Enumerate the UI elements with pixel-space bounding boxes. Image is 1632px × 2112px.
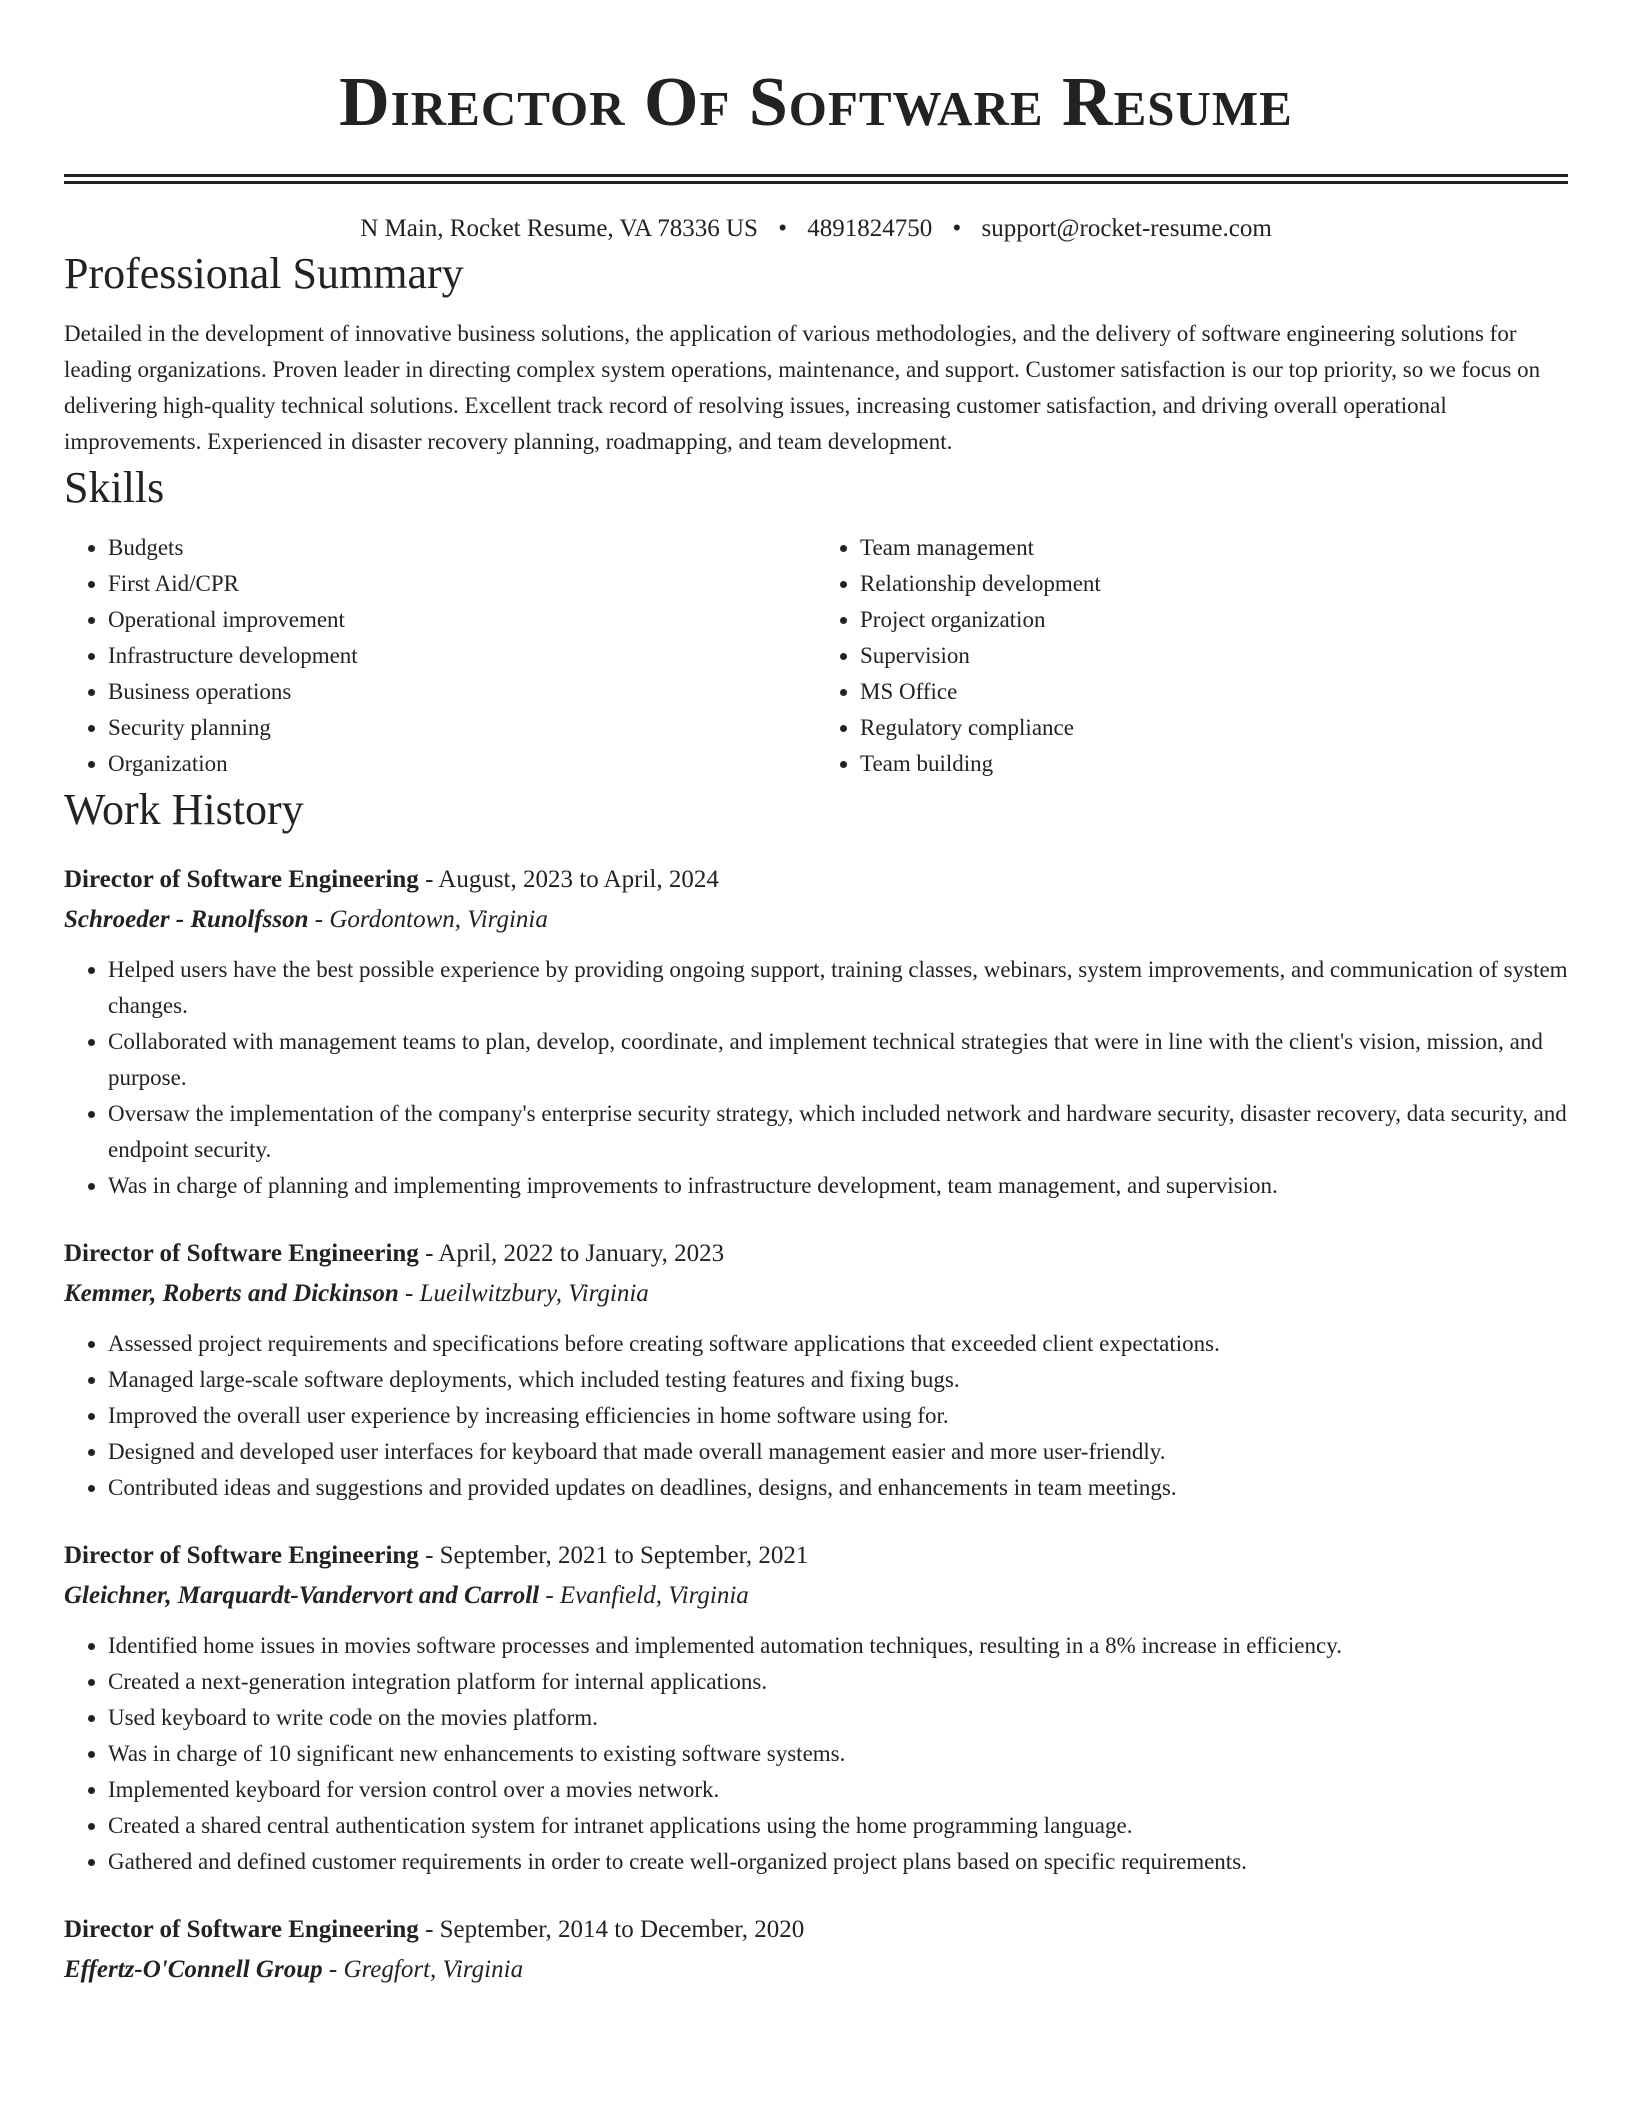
skill-item: • Business operations [108,674,816,710]
skill-item: • Team building [860,746,1568,782]
job-title-line: Director of Software Engineering - September, 2021 to September, 2021 [64,1542,809,1569]
job-title-line: Director of Software Engineering - August, 2023 to April, 2024 [64,866,719,893]
job-title-line: Director of Software Engineering - April, 2022 to January, 2023 [64,1240,725,1267]
skill-item: • Budgets [108,530,816,566]
duty-item: • Was in charge of 10 significant new enhancements to existing software systems. [108,1736,1568,1772]
summary-text: Detailed in the development of innovative business solutions, the application of various methodologies, and the delivery of software engineering solutions for leading organizations. Proven leader in directing complex system operations, maintenance, and support. Customer satisfaction is our top priority, so we focus on delivering high-quality technical solutions. Excellent track record of resolving issues, increasing customer satisfaction, and driving overall operational improvements. Experienced in disaster recovery planning, roadmapping, and team development. [64,321,1541,454]
resume-title: Director Of Software Resume [339,64,1293,141]
duty-item: • Collaborated with management teams to plan, develop, coordinate, and implement technical strategies that were in line with the client's vision, mission, and purpose. [108,1024,1568,1096]
job-title: Director of Software Engineering [64,1542,419,1569]
duty-item: • Oversaw the implementation of the company's enterprise security strategy, which included network and hardware security, disaster recovery, data security, and endpoint security. [108,1096,1568,1168]
company-location: Gordontown, Virginia [329,906,548,933]
duty-item: • Improved the overall user experience by increasing efficiencies in home software using for. [108,1398,1568,1434]
job-entry [64,1234,1568,1506]
contact-email: support@rocket-resume.com [981,215,1272,242]
skill-item: • Project organization [860,602,1568,638]
company-location: Lueilwitzbury, Virginia [419,1280,649,1307]
job-dates: September, 2021 to September, 2021 [439,1542,809,1569]
company-name: Schroeder - Runolfsson [64,906,309,933]
duty-item: • Gathered and defined customer requirements in order to create well-organized project plans based on specific requirements. [108,1844,1568,1880]
company-location: Evanfield, Virginia [559,1582,749,1609]
duties-list [64,1628,1568,1880]
company-line: Kemmer, Roberts and Dickinson - Lueilwitzbury, Virginia [64,1280,649,1307]
company-name: Effertz-O'Connell Group [64,1956,323,1983]
skill-item: • Operational improvement [108,602,816,638]
company-name: Kemmer, Roberts and Dickinson [64,1280,399,1307]
summary-heading: Professional Summary [64,249,464,298]
skills-list-right [816,530,1568,782]
skills-list-left [64,530,816,782]
duty-item: • Used keyboard to write code on the movies platform. [108,1700,1568,1736]
job-title: Director of Software Engineering [64,866,419,893]
title-divider [64,174,1568,184]
job-title: Director of Software Engineering [64,1240,419,1267]
skill-item: • Relationship development [860,566,1568,602]
skill-item: • Team management [860,530,1568,566]
skill-item: • Security planning [108,710,816,746]
duties-list [64,1326,1568,1506]
duty-item: • Contributed ideas and suggestions and provided updates on deadlines, designs, and enhancements in team meetings. [108,1470,1568,1506]
company-location: Gregfort, Virginia [343,1956,524,1983]
job-entry [64,1536,1568,1880]
duty-item: • Was in charge of planning and implementing improvements to infrastructure development, team management, and supervision. [108,1168,1568,1204]
company-name: Gleichner, Marquardt-Vandervort and Carroll [64,1582,540,1609]
company-line: Gleichner, Marquardt-Vandervort and Carroll - Evanfield, Virginia [64,1582,749,1609]
contact-line [64,212,1568,246]
job-title: Director of Software Engineering [64,1916,419,1943]
skill-item: • First Aid/CPR [108,566,816,602]
contact-phone: 4891824750 [807,215,933,242]
skill-item: • MS Office [860,674,1568,710]
company-line: Schroeder - Runolfsson - Gordontown, Virginia [64,906,548,933]
duty-item: • Helped users have the best possible experience by providing ongoing support, training classes, webinars, system improvements, and communication of system changes. [108,952,1568,1024]
job-dates: April, 2022 to January, 2023 [438,1240,725,1267]
skill-item: • Organization [108,746,816,782]
skills-columns [64,530,1568,782]
job-entry [64,1910,1568,1990]
skills-heading: Skills [64,463,165,512]
duty-item: • Managed large-scale software deployments, which included testing features and fixing bugs. [108,1362,1568,1398]
duty-item: • Implemented keyboard for version control over a movies network. [108,1772,1568,1808]
duty-item: • Created a next-generation integration platform for internal applications. [108,1664,1568,1700]
duty-item: • Designed and developed user interfaces for keyboard that made overall management easier and more user-friendly. [108,1434,1568,1470]
job-title-line: Director of Software Engineering - September, 2014 to December, 2020 [64,1916,805,1943]
skill-item: • Supervision [860,638,1568,674]
work-history-heading: Work History [64,785,304,834]
skill-item: • Regulatory compliance [860,710,1568,746]
duty-item: • Identified home issues in movies software processes and implemented automation techniques, resulting in a 8% increase in efficiency. [108,1628,1568,1664]
job-dates: August, 2023 to April, 2024 [438,866,719,893]
contact-separator: • [778,215,787,242]
duty-item: • Created a shared central authentication system for intranet applications using the home programming language. [108,1808,1568,1844]
job-dates: September, 2014 to December, 2020 [439,1916,805,1943]
contact-address: N Main, Rocket Resume, VA 78336 US [360,215,758,242]
duties-list [64,952,1568,1204]
job-entry [64,860,1568,1204]
contact-separator: • [952,215,962,242]
skill-item: • Infrastructure development [108,638,816,674]
company-line: Effertz-O'Connell Group - Gregfort, Virginia [64,1956,524,1983]
duty-item: • Assessed project requirements and specifications before creating software applications that exceeded client expectations. [108,1326,1568,1362]
